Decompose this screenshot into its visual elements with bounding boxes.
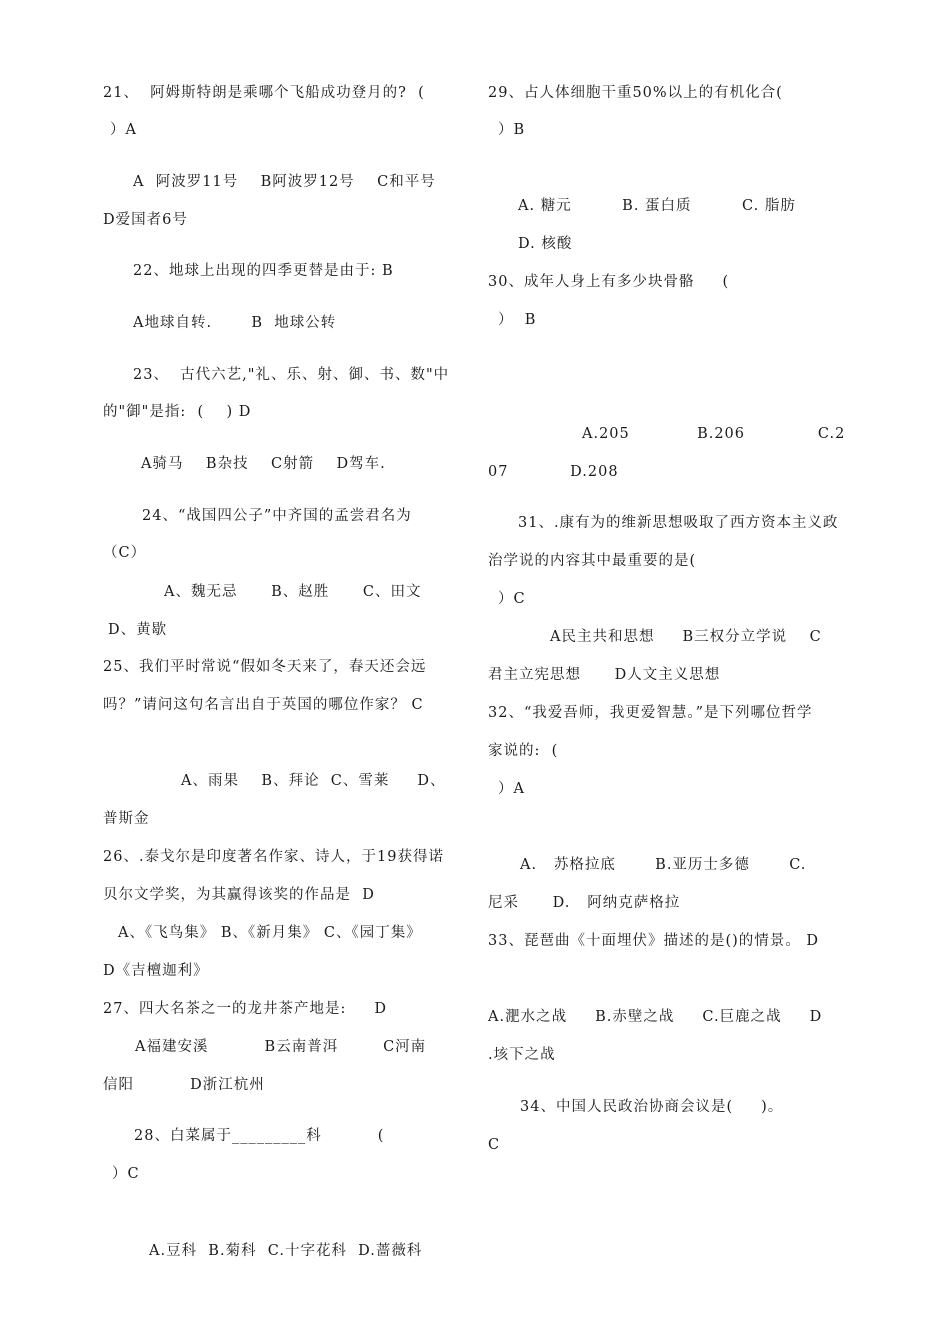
question-26-option-d: D《吉檀迦利》 [103, 963, 209, 979]
right-column [470, 0, 950, 1344]
question-31-line-1: 31、.康有为的维新思想吸取了西方资本主义政 [518, 515, 839, 531]
question-25-line-1: 25、我们平时常说“假如冬天来了，春天还会远 [103, 659, 427, 675]
question-25-options: A、雨果 B、拜论 C、雪莱 D、 [181, 773, 446, 789]
question-29-options: A. 糖元 B. 蛋白质 C. 脂肪 [518, 198, 796, 214]
question-24-option-d: D、黄歇 [108, 622, 168, 638]
question-23-line-2: 的"御"是指: ( ) D [103, 404, 252, 420]
question-33-options-cont: .垓下之战 [488, 1047, 556, 1063]
question-27-options-cont: 信阳 D浙江杭州 [103, 1077, 265, 1093]
question-29-answer: ）B [498, 122, 526, 138]
question-32-options-cont: 尼采 D. 阿纳克萨格拉 [488, 895, 681, 911]
question-29-line-1: 29、占人体细胞干重50%以上的有机化合( [488, 85, 783, 101]
question-23-options: A骑马 B杂技 C射箭 D驾车. [141, 456, 386, 472]
question-33-options: A.淝水之战 B.赤壁之战 C.巨鹿之战 D [488, 1009, 823, 1025]
question-24-answer: （C） [103, 545, 147, 561]
question-34: 34、中国人民政治协商会议是( )。 [520, 1099, 784, 1115]
question-30-options: A.205 B.206 C.2 [582, 426, 846, 442]
question-34-answer: C [488, 1137, 501, 1153]
question-28-options: A.豆科 B.菊科 C.十字花科 D.蔷薇科 [149, 1243, 423, 1259]
question-33: 33、琵琶曲《十面埋伏》描述的是()的情景。 D [488, 933, 819, 949]
question-27: 27、四大名茶之一的龙井茶产地是: D [103, 1001, 388, 1017]
question-25-line-2: 吗？”请问这句名言出自于英国的哪位作家？ C [103, 697, 424, 713]
left-column [0, 0, 470, 1344]
question-31-options-cont: 君主立宪思想 D人文主义思想 [488, 667, 721, 683]
question-26-line-2: 贝尔文学奖，为其赢得该奖的作品是 D [103, 887, 375, 903]
question-30-options-cont: 07 D.208 [488, 464, 619, 480]
question-28: 28、白菜属于_________科 ( [134, 1128, 385, 1144]
question-21-line-1: 21、 阿姆斯特朗是乘哪个飞船成功登月的? ( [103, 85, 425, 101]
question-21-options: A 阿波罗11号 B阿波罗12号 C和平号 [133, 174, 436, 190]
question-24-line-1: 24、“战国四公子”中齐国的孟尝君名为 [142, 508, 412, 524]
question-21-answer: ）A [110, 122, 137, 138]
question-25-option-d: 普斯金 [103, 811, 150, 827]
question-32-options: A. 苏格拉底 B.亚历士多德 C. [520, 857, 807, 873]
question-30-answer: ） B [498, 312, 537, 328]
question-21-option-d: D爱国者6号 [103, 212, 188, 228]
question-26-options: A、《飞鸟集》 B、《新月集》 C、《园丁集》 [118, 925, 422, 941]
question-31-line-2: 治学说的内容其中最重要的是( [488, 553, 697, 569]
question-32-line-1: 32、“我爱吾师，我更爱智慧。”是下列哪位哲学 [488, 705, 813, 721]
question-26-line-1: 26、.泰戈尔是印度著名作家、诗人，于19获得诺 [103, 849, 445, 865]
question-22-options: A地球自转. B 地球公转 [133, 315, 337, 331]
question-22: 22、地球上出现的四季更替是由于: B [133, 263, 394, 279]
question-29-option-d: D. 核酸 [518, 236, 573, 252]
question-28-answer: ）C [112, 1166, 140, 1182]
question-31-options: A民主共和思想 B三权分立学说 C [550, 629, 822, 645]
question-32-answer: ）A [498, 781, 525, 797]
question-31-answer: ）C [498, 591, 526, 607]
question-27-options: A福建安溪 B云南普洱 C河南 [135, 1039, 427, 1055]
question-30: 30、成年人身上有多少块骨骼 ( [488, 274, 730, 290]
question-24-options: A、魏无忌 B、赵胜 C、田文 [164, 584, 422, 600]
question-23-line-1: 23、 古代六艺,"礼、乐、射、御、书、数"中 [133, 367, 450, 383]
question-32-line-2: 家说的: ( [488, 743, 559, 759]
